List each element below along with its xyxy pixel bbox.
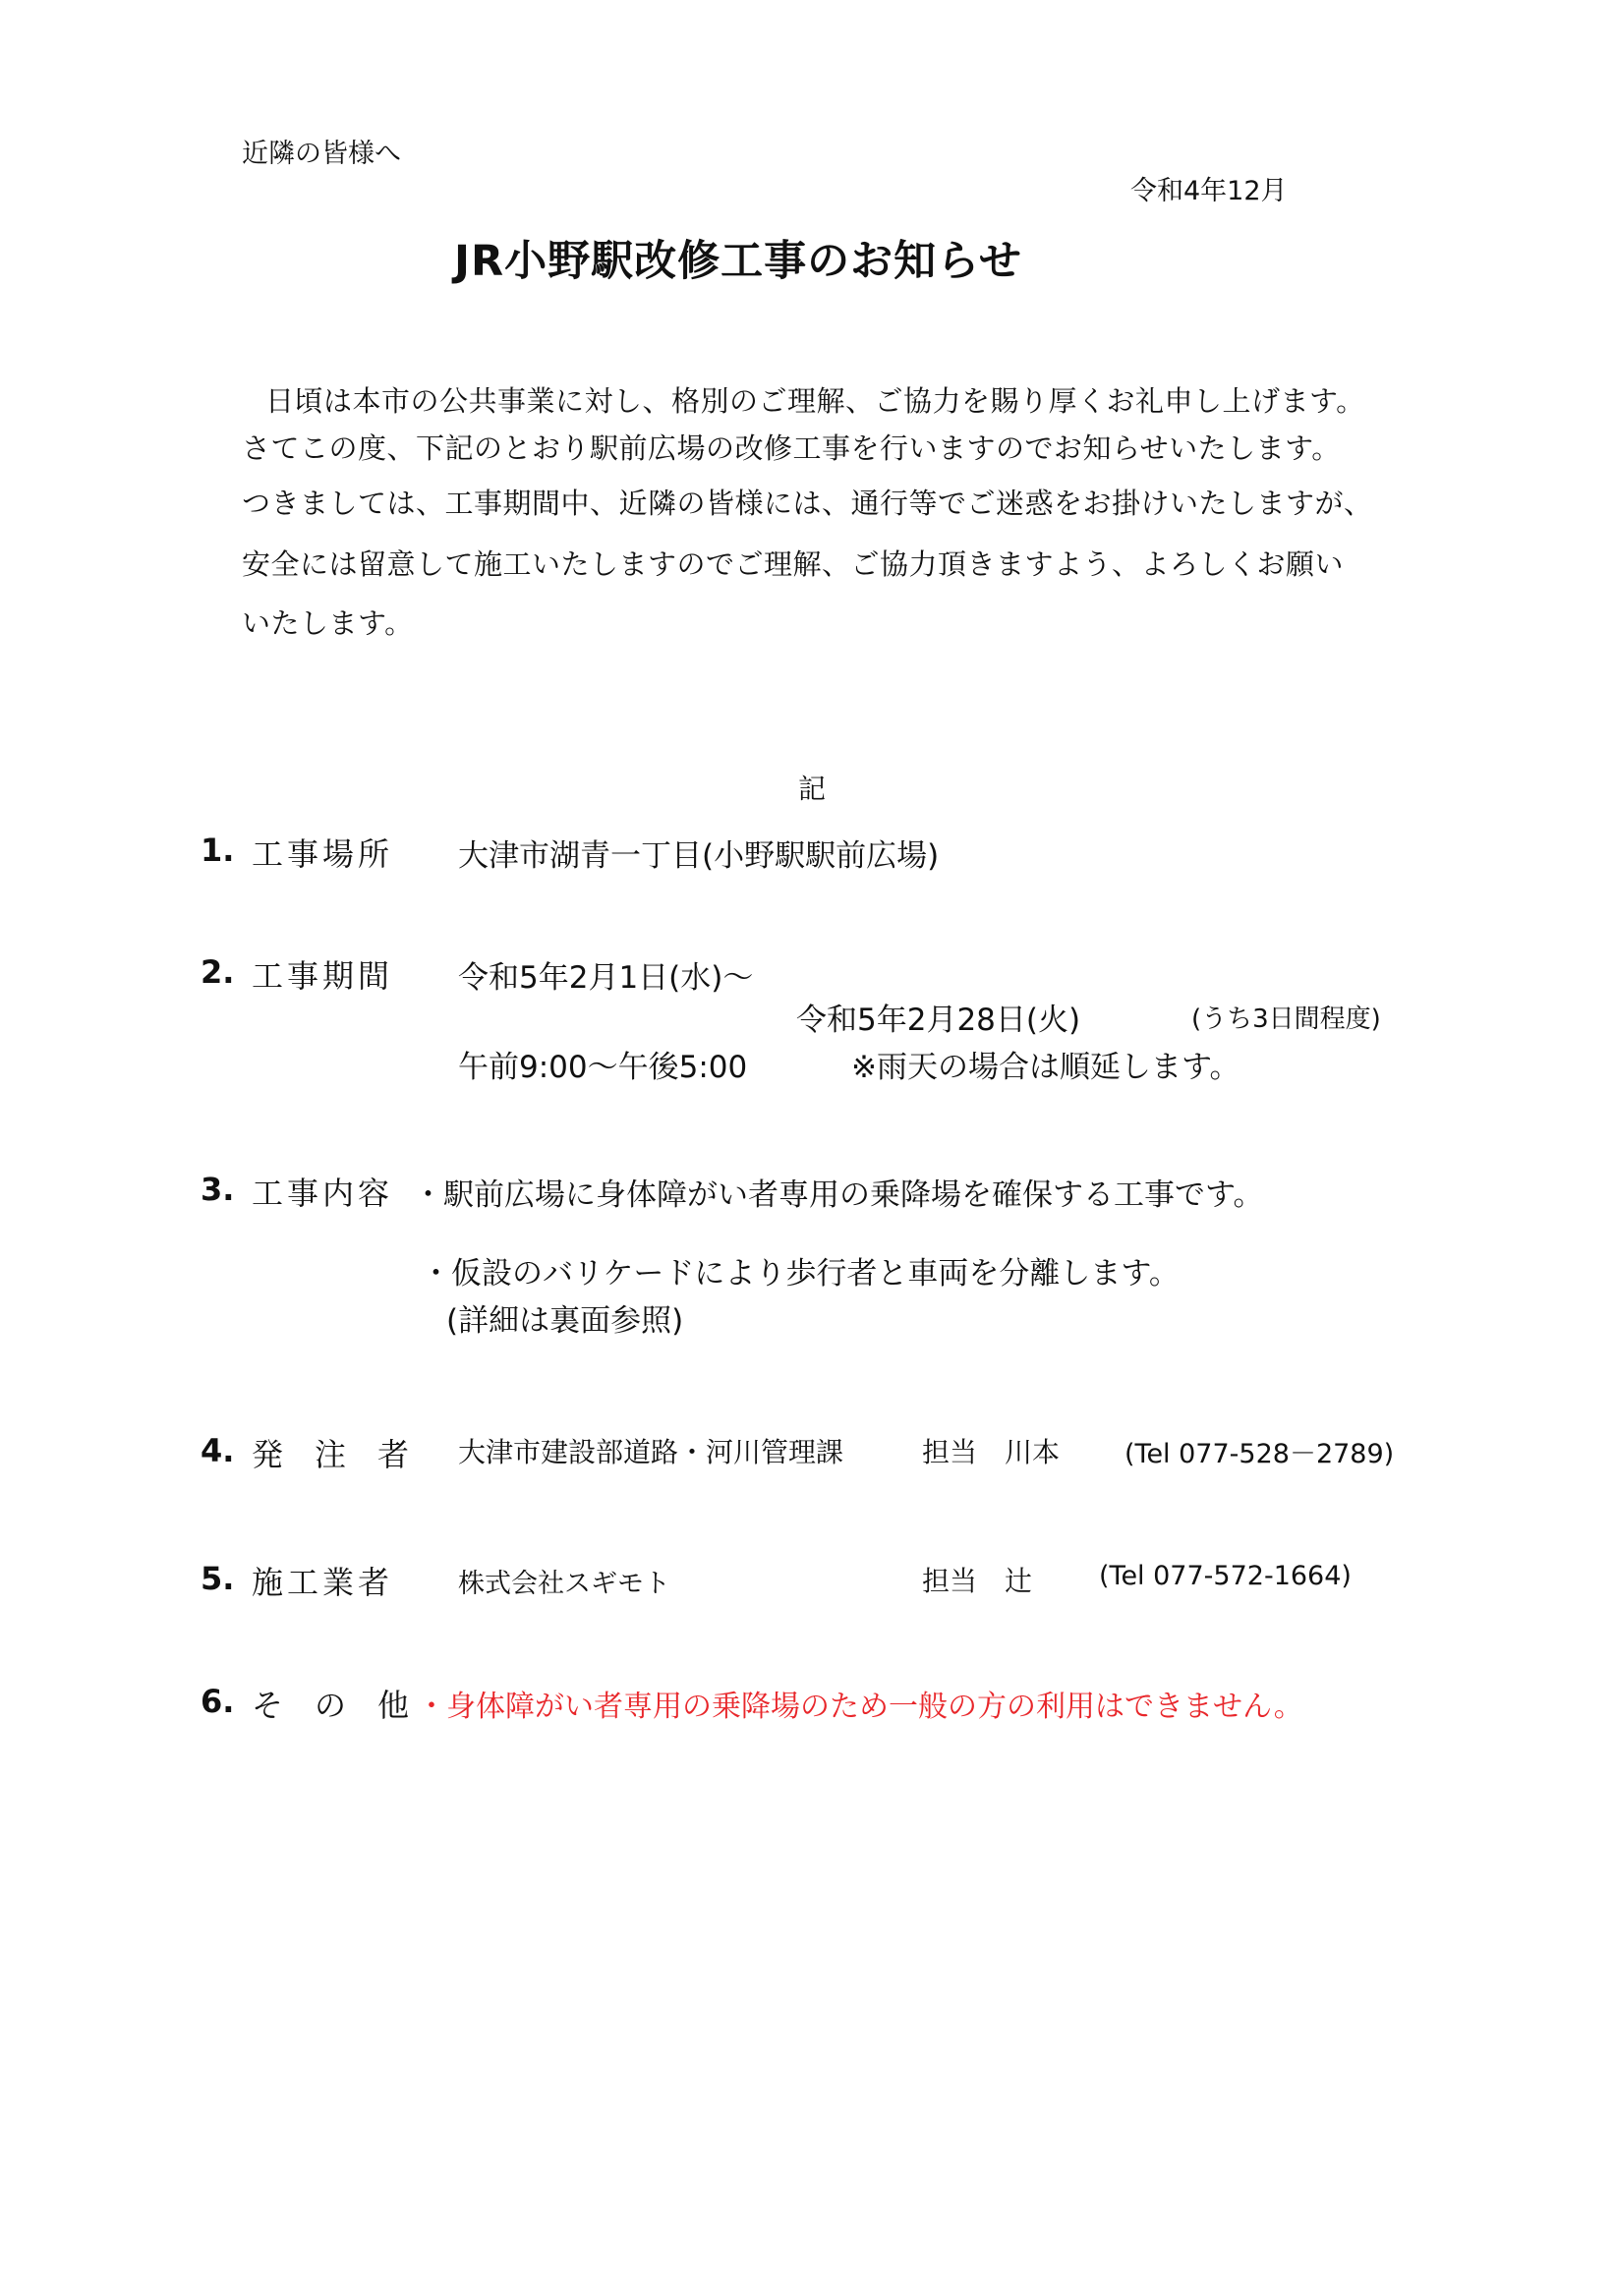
item-label: 工事内容 [252, 1175, 394, 1212]
content-line-3: (詳細は裏面参照) [446, 1303, 684, 1339]
rain-note: ※雨天の場合は順延します。 [851, 1050, 1240, 1085]
ki-heading: 記 [798, 773, 827, 805]
content-line-2: ・仮設のバリケードにより歩行者と車両を分離します。 [421, 1256, 1180, 1292]
work-hours: 午前9:00～午後5:00 [458, 1050, 748, 1085]
document-title: JR小野駅改修工事のお知らせ [454, 237, 1022, 286]
body-line: いたします。 [242, 606, 414, 640]
item-label: 工事場所 [252, 835, 394, 873]
body-line: つきましては、工事期間中、近隣の皆様には、通行等でご迷惑をお掛けいたしますが、 [242, 487, 1373, 520]
period-end-note: (うち3日間程度) [1191, 1004, 1381, 1034]
item-number: 1. [201, 832, 235, 869]
body-line: さてこの度、下記のとおり駅前広場の改修工事を行いますのでお知らせいたします。 [242, 431, 1341, 465]
client-contact: 担当 川本 [922, 1436, 1061, 1468]
item-label: 発 注 者 [252, 1436, 410, 1473]
addressee: 近隣の皆様へ [242, 139, 401, 169]
item-label: そ の 他 [252, 1687, 410, 1724]
item-number: 4. [201, 1432, 235, 1469]
item-number: 5. [201, 1560, 235, 1597]
other-warning: ・身体障がい者専用の乗降場のため一般の方の利用はできません。 [417, 1690, 1303, 1724]
issue-date: 令和4年12月 [1130, 176, 1288, 206]
content-line-1: ・駅前広場に身体障がい者専用の乗降場を確保する工事です。 [413, 1177, 1264, 1213]
client-tel: (Tel 077-528－2789) [1124, 1439, 1395, 1469]
body-line: 日頃は本市の公共事業に対し、格別のご理解、ご協力を賜り厚くお礼申し上げます。 [265, 384, 1365, 418]
body-line: 安全には留意して施工いたしますのでご理解、ご協力頂きますよう、よろしくお願い [242, 547, 1345, 581]
contractor-tel: (Tel 077-572-1664) [1099, 1561, 1352, 1591]
item-number: 2. [201, 953, 235, 991]
item-number: 3. [201, 1171, 235, 1208]
period-end: 令和5年2月28日(火) [796, 1003, 1081, 1038]
item-number: 6. [201, 1683, 235, 1720]
period-start: 令和5年2月1日(水)～ [458, 960, 754, 996]
item-label: 施工業者 [252, 1564, 394, 1601]
item-label: 工事期間 [252, 957, 394, 995]
contractor-contact: 担当 辻 [922, 1565, 1033, 1597]
location-text: 大津市湖青一丁目(小野駅駅前広場) [458, 838, 940, 874]
contractor-org: 株式会社スギモト [458, 1569, 670, 1599]
client-org: 大津市建設部道路・河川管理課 [458, 1436, 844, 1468]
